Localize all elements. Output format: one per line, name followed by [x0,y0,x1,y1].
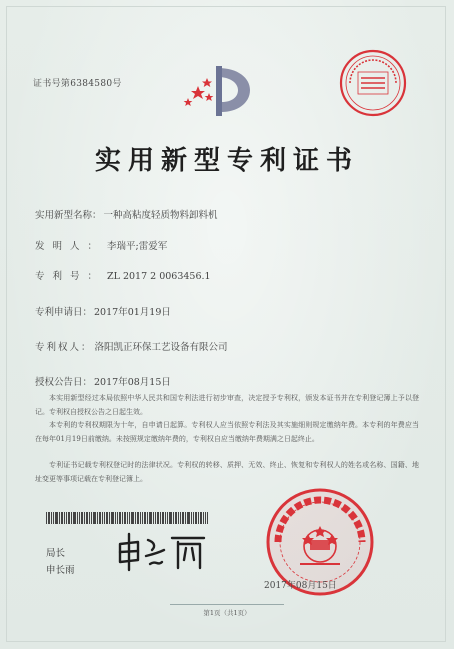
field-value: 2017年01月19日 [94,307,171,318]
field-value: 洛阳凯正环保工艺设备有限公司 [94,342,228,353]
field-value: 李瑞平;雷爱军 [107,241,168,252]
filing-date-field [35,304,171,318]
registration-paragraph: 专利证书记载专利权登记时的法律状况。专利权的转移、质押、无效、终止、恢复和专利权人的姓名或名称、国籍、地址变更等事项记载在专利登记簿上。 [35,461,419,483]
issue-date: 2017年08月15日 [264,581,337,591]
field-value: 2017年08月15日 [94,377,171,388]
agency-seal-icon [338,48,408,118]
field-value: ZL 2017 2 0063456.1 [107,271,211,282]
patent-number-field [35,268,211,282]
director-title: 局长 [46,548,66,559]
field-label: 专利申请日： [35,307,93,318]
grant-paragraph: 本实用新型经过本局依照中华人民共和国专利法进行初步审查，决定授予专利权，颁发本证书并在专利登记簿上予以登记。专利权自授权公告之日起生效。 [35,394,419,416]
certificate-number: 证书号第6384580号 [33,79,122,89]
announcement-date-field [35,374,171,388]
certificate-title: 实用新型专利证书 [94,146,359,176]
footer-divider [170,604,284,605]
barcode-icon [46,512,208,524]
field-label: 发明人： [35,241,106,252]
field-label: 实用新型名称： [35,210,102,221]
page-footer: 第1页（共1页） [203,609,251,617]
field-label: 专利权人： [35,342,93,353]
patent-owner-field [35,339,228,353]
field-label: 授权公告日： [35,377,93,388]
inventor-field [35,238,167,252]
handwritten-signature-icon [112,530,212,574]
utility-model-name-field [35,207,218,221]
cnipa-logo-icon [178,62,256,118]
director-name: 申长雨 [46,565,75,576]
field-value: 一种高粘度轻质物料卸料机 [103,210,218,221]
field-label: 专利号： [35,271,106,282]
term-paragraph: 本专利的专利权期限为十年，自申请日起算。专利权人应当依照专利法及其实施细则规定缴纳年费。本专利的年费应当在每年01月19日前缴纳。未按照规定缴纳年费的，专利权自应当缴纳年费期满之日起终止。 [35,421,419,443]
